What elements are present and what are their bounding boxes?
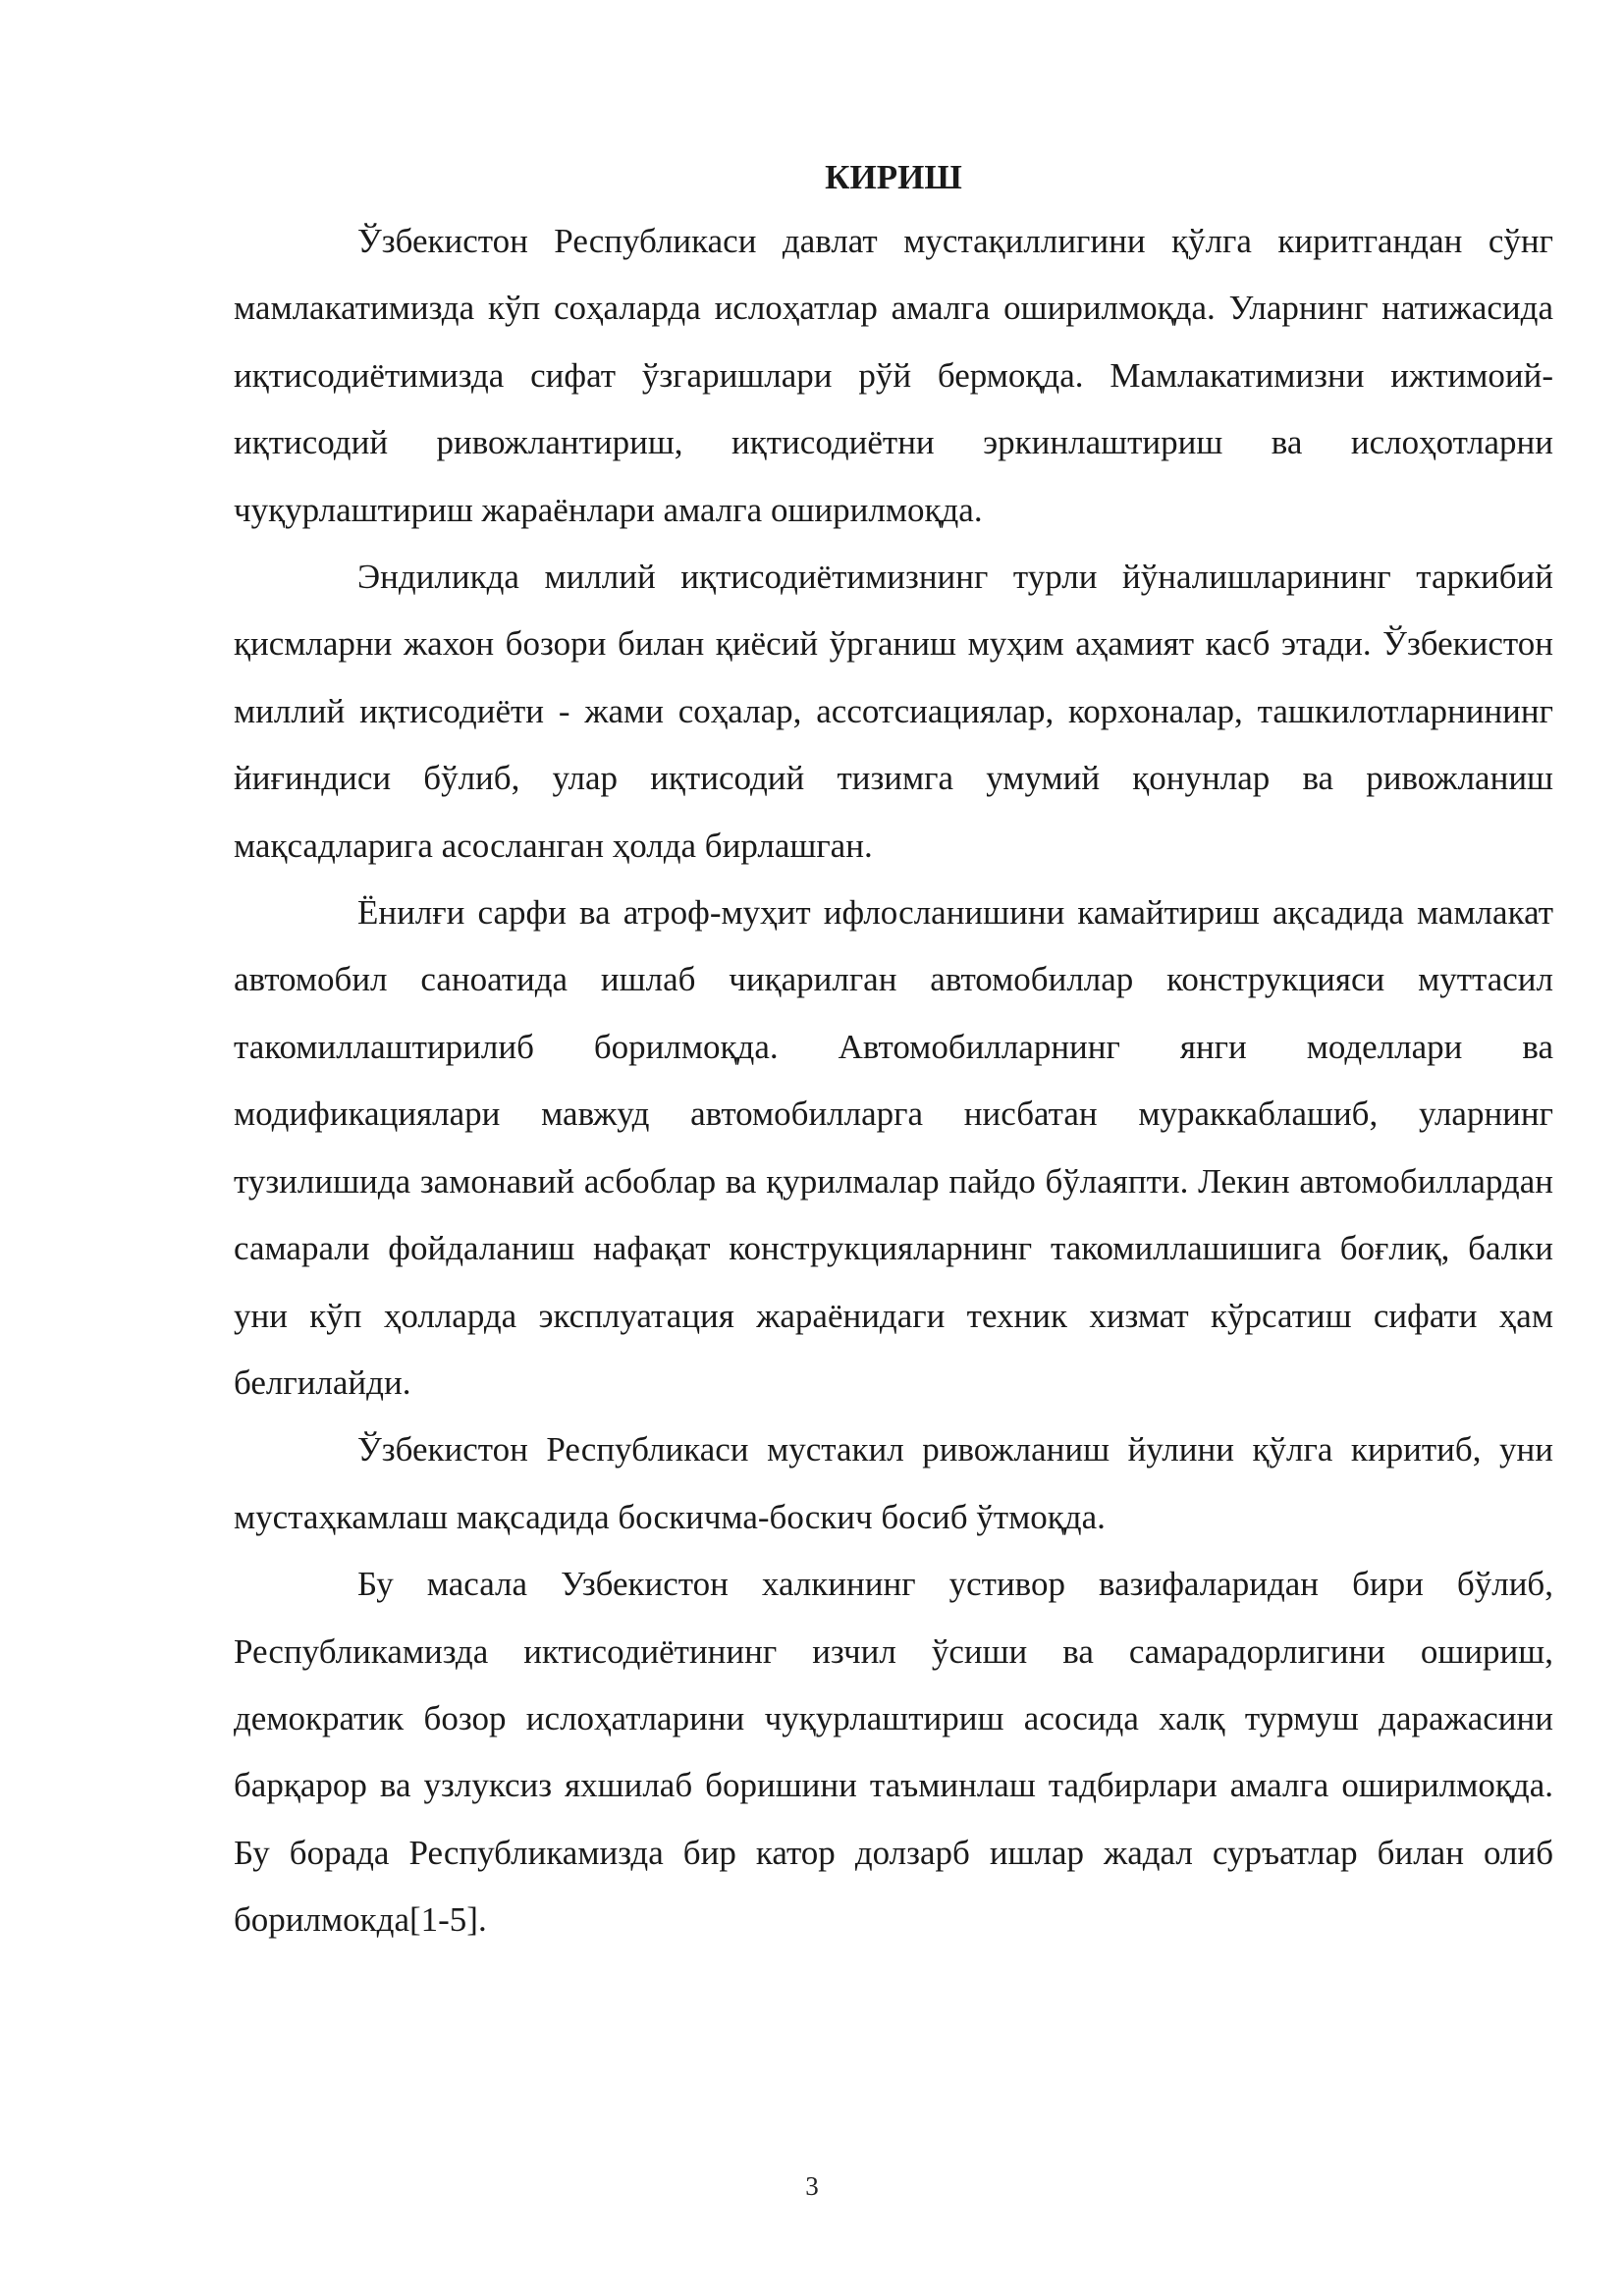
section-heading: КИРИШ	[825, 158, 962, 196]
paragraph-1: Ўзбекистон Республикаси давлат мустақиллигини қўлга киритгандан сўнг мамлакатимизда кўп соҳаларда ислоҳатлар амалга оширилмоқда. Уларнинг натижасида иқтисодиётимизда сифат ўзгаришлари рўй бермоқда. Мамлакатимизни ижтимоий-иқтисодий ривожлантириш, иқтисодиётни эркинлаштириш ва ислоҳотларни чуқурлаштириш жараёнлари амалга оширилмоқда.	[234, 222, 1553, 529]
paragraph-4: Ўзбекистон Республикаси мустакил ривожланиш йулини қўлга киритиб, уни мустаҳкамлаш мақсадида боскичма-боскич босиб ўтмоқда.	[234, 1430, 1553, 1536]
paragraph-5: Бу масала Узбекистон халкининг устивор вазифаларидан бири бўлиб, Республикамизда иктисодиётининг изчил ўсиши ва самарадорлигини ошириш, демократик бозор ислоҳатларини чуқурлаштириш асосида халқ турмуш даражасини барқарор ва узлуксиз яхшилаб боришини таъминлаш тадбирлари амалга оширилмоқда. Бу борада Республикамизда бир катор долзарб ишлар жадал суръатлар билан олиб борилмокда[1-5].	[234, 1565, 1553, 1940]
page-number: 3	[805, 2171, 819, 2201]
paragraph-3: Ёнилғи сарфи ва атроф-муҳит ифлосланишини камайтириш ақсадида мамлакат автомобил саноатида ишлаб чиқарилган автомобиллар конструкцияси муттасил такомиллаштирилиб борилмоқда. Автомобилларнинг янги моделлари ва модификациялари мавжуд автомобилларга нисбатан мураккаблашиб, уларнинг тузилишида замонавий асбоблар ва қурилмалар пайдо бўлаяпти. Лекин автомобиллардан самарали фойдаланиш нафақат конструкцияларнинг такомиллашишига боғлиқ, балки уни кўп ҳолларда эксплуатация жараёнидаги техник хизмат кўрсатиш сифати ҳам белгилайди.	[234, 893, 1553, 1402]
page-body	[234, 147, 1553, 1954]
paragraph-2: Эндиликда миллий иқтисодиётимизнинг турли йўналишларининг таркибий қисмларни жахон бозори билан қиёсий ўрганиш муҳим аҳамият касб этади. Ўзбекистон миллий иқтисодиёти - жами соҳалар, ассотсиациялар, корхоналар, ташкилотларнининг йиғиндиси бўлиб, улар иқтисодий тизимга умумий қонунлар ва ривожланиш мақсадларига асосланган ҳолда бирлашган.	[234, 558, 1553, 865]
